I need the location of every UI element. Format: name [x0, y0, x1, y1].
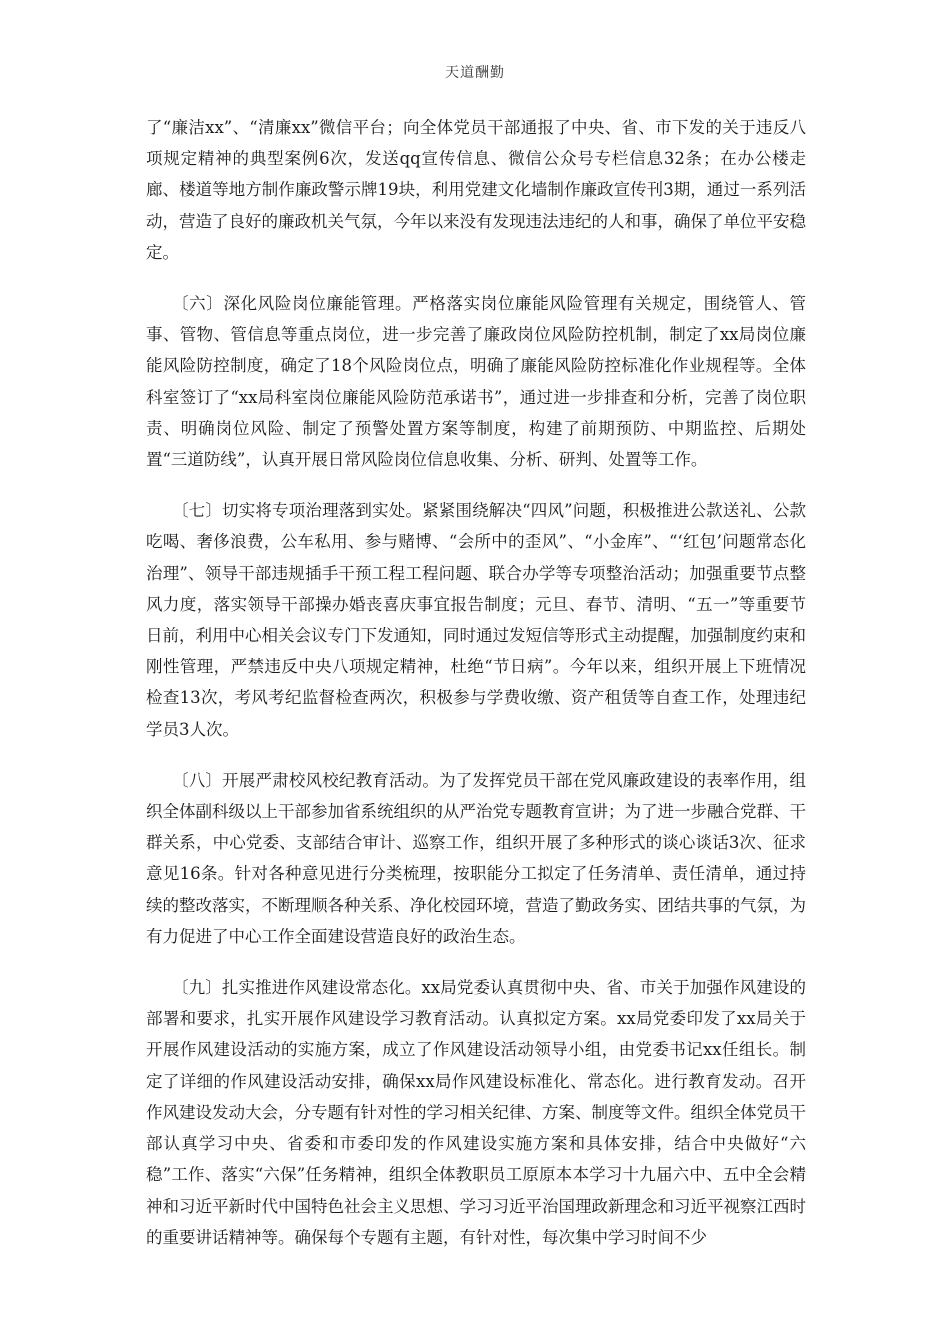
paragraph-section-6: 〔六〕深化风险岗位廉能管理。严格落实岗位廉能风险管理有关规定，围绕管人、管事、管物、管信息等重点岗位，进一步完善了廉政岗位风险防控机制，制定了xx局岗位廉能风险防控制度，确定了18个风险岗位点，明确了廉能风险防控标准化作业规程等。全体科室签订了“xx局科室岗位廉能风险防范承诺书”，通过进一步排查和分析，完善了岗位职责、明确岗位风险、制定了预警处置方案等制度，构建了前期预防、中期监控、后期处置“三道防线”，认真开展日常风险岗位信息收集、分析、研判、处置等工作。 — [146, 294, 806, 470]
paragraph-section-9: 〔九〕扎实推进作风建设常态化。xx局党委认真贯彻中央、省、市关于加强作风建设的部署和要求，扎实开展作风建设学习教育活动。认真拟定方案。xx局党委印发了xx局关于开展作风建设活动的实施方案，成立了作风建设活动领导小组，由党委书记xx任组长。制定了详细的作风建设活动安排，确保xx局作风建设标准化、常态化。进行教育发动。召开作风建设发动大会，分专题有针对性的学习相关纪律、方案、制度等文件。组织全体党员干部认真学习中央、省委和市委印发的作风建设实施方案和具体安排，结合中央做好“六稳”工作、落实“六保”任务精神，组织全体教职员工原原本本学习十九届六中、五中全会精神和习近平新时代中国特色社会主义思想、学习习近平治国理政新理念和习近平视察江西时的重要讲话精神等。确保每个专题有主题，有针对性，每次集中学习时间不少 — [146, 978, 806, 1247]
page-header: 天道酬勤 — [445, 65, 505, 81]
paragraph-continuation: 了“廉洁xx”、“清廉xx”微信平台；向全体党员干部通报了中央、省、市下发的关于违反八项规定精神的典型案例6次，发送qq宣传信息、微信公众号专栏信息32条；在办公楼走廊、楼道等地方制作廉政警示牌19块，利用党建文化墙制作廉政宣传刊3期，通过一系列活动，营造了良好的廉政机关气氛，今年以来没有发现违法违纪的人和事，确保了单位平安稳定。 — [146, 118, 806, 262]
paragraph-section-7: 〔七〕切实将专项治理落到实处。紧紧围绕解决“四风”问题，积极推进公款送礼、公款吃喝、奢侈浪费，公车私用、参与赌博、“会所中的歪风”、“小金库”、“‘红包’问题常态化治理”、领导干部违规插手干预工程工程问题、联合办学等专项整治活动；加强重要节点整风力度，落实领导干部操办婚丧喜庆事宜报告制度；元旦、春节、清明、“五一”等重要节日前，利用中心相关会议专门下发通知，同时通过发短信等形式主动提醒，加强制度约束和刚性管理，严禁违反中央八项规定精神，杜绝“节日病”。今年以来，组织开展上下班情况检查13次，考风考纪监督检查两次，积极参与学费收缴、资产租赁等自查工作，处理违纪学员3人次。 — [146, 501, 806, 739]
paragraph-section-8: 〔八〕开展严肃校风校纪教育活动。为了发挥党员干部在党风廉政建设的表率作用，组织全体副科级以上干部参加省系统组织的从严治党专题教育宣讲；为了进一步融合党群、干群关系，中心党委、支部结合审计、巡察工作，组织开展了多种形式的谈心谈话3次、征求意见16条。针对各种意见进行分类梳理，按职能分工拟定了任务清单、责任清单，通过持续的整改落实，不断理顺各种关系、净化校园环境，营造了勤政务实、团结共事的气氛，为有力促进了中心工作全面建设营造良好的政治生态。 — [146, 770, 806, 946]
document-body — [146, 112, 806, 1273]
